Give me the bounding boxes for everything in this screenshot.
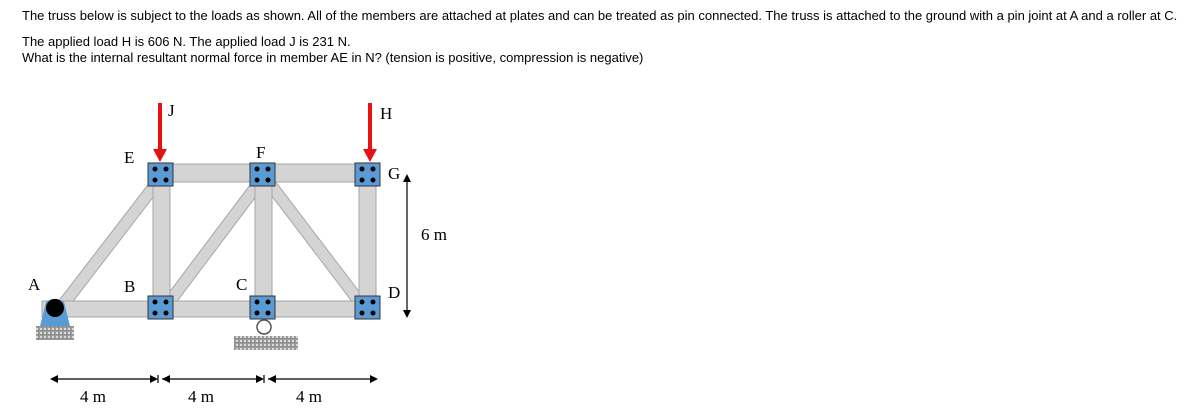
joint-label-b: B xyxy=(124,277,136,296)
joint-label-e: E xyxy=(124,148,135,167)
member-bf xyxy=(156,173,269,316)
member-gd xyxy=(359,175,376,305)
joint-label-d: D xyxy=(388,283,401,302)
load-arrow-h xyxy=(363,103,377,162)
height-label: 6 m xyxy=(421,225,447,244)
height-dimension xyxy=(403,174,411,318)
roller-support-c xyxy=(234,320,298,350)
span-dimensions xyxy=(50,375,378,383)
truss-members xyxy=(42,164,380,317)
span2-label: 4 m xyxy=(188,387,214,406)
plate-e xyxy=(148,163,173,186)
member-ad xyxy=(42,301,380,317)
joint-label-f: F xyxy=(256,143,266,162)
load-label-j: J xyxy=(168,101,175,120)
span3-label: 4 m xyxy=(296,387,322,406)
plate-g xyxy=(355,163,380,186)
member-eb xyxy=(153,175,170,305)
joint-label-c: C xyxy=(236,275,248,294)
joint-label-a: A xyxy=(28,275,41,294)
load-arrow-j xyxy=(153,103,167,162)
plate-b xyxy=(148,296,173,319)
problem-loads: The applied load H is 606 N. The applied load J is 231 N. xyxy=(22,34,351,49)
problem-intro: The truss below is subject to the loads as shown. All of the members are attached at plates and can be treated as pin connected. The truss is attached to the ground with a pin joint at A and a roller at C. xyxy=(22,8,1178,23)
plate-c xyxy=(250,296,275,319)
load-label-h: H xyxy=(380,104,393,123)
problem-question: What is the internal resultant normal force in member AE in N? (tension is positive, compression is negative) xyxy=(22,50,644,65)
span1-label: 4 m xyxy=(80,387,106,406)
member-ae xyxy=(51,173,167,317)
plate-d xyxy=(355,296,380,319)
member-fd xyxy=(259,173,373,316)
plate-f xyxy=(250,163,275,186)
joint-label-g: G xyxy=(388,164,401,183)
member-fc xyxy=(255,175,272,305)
